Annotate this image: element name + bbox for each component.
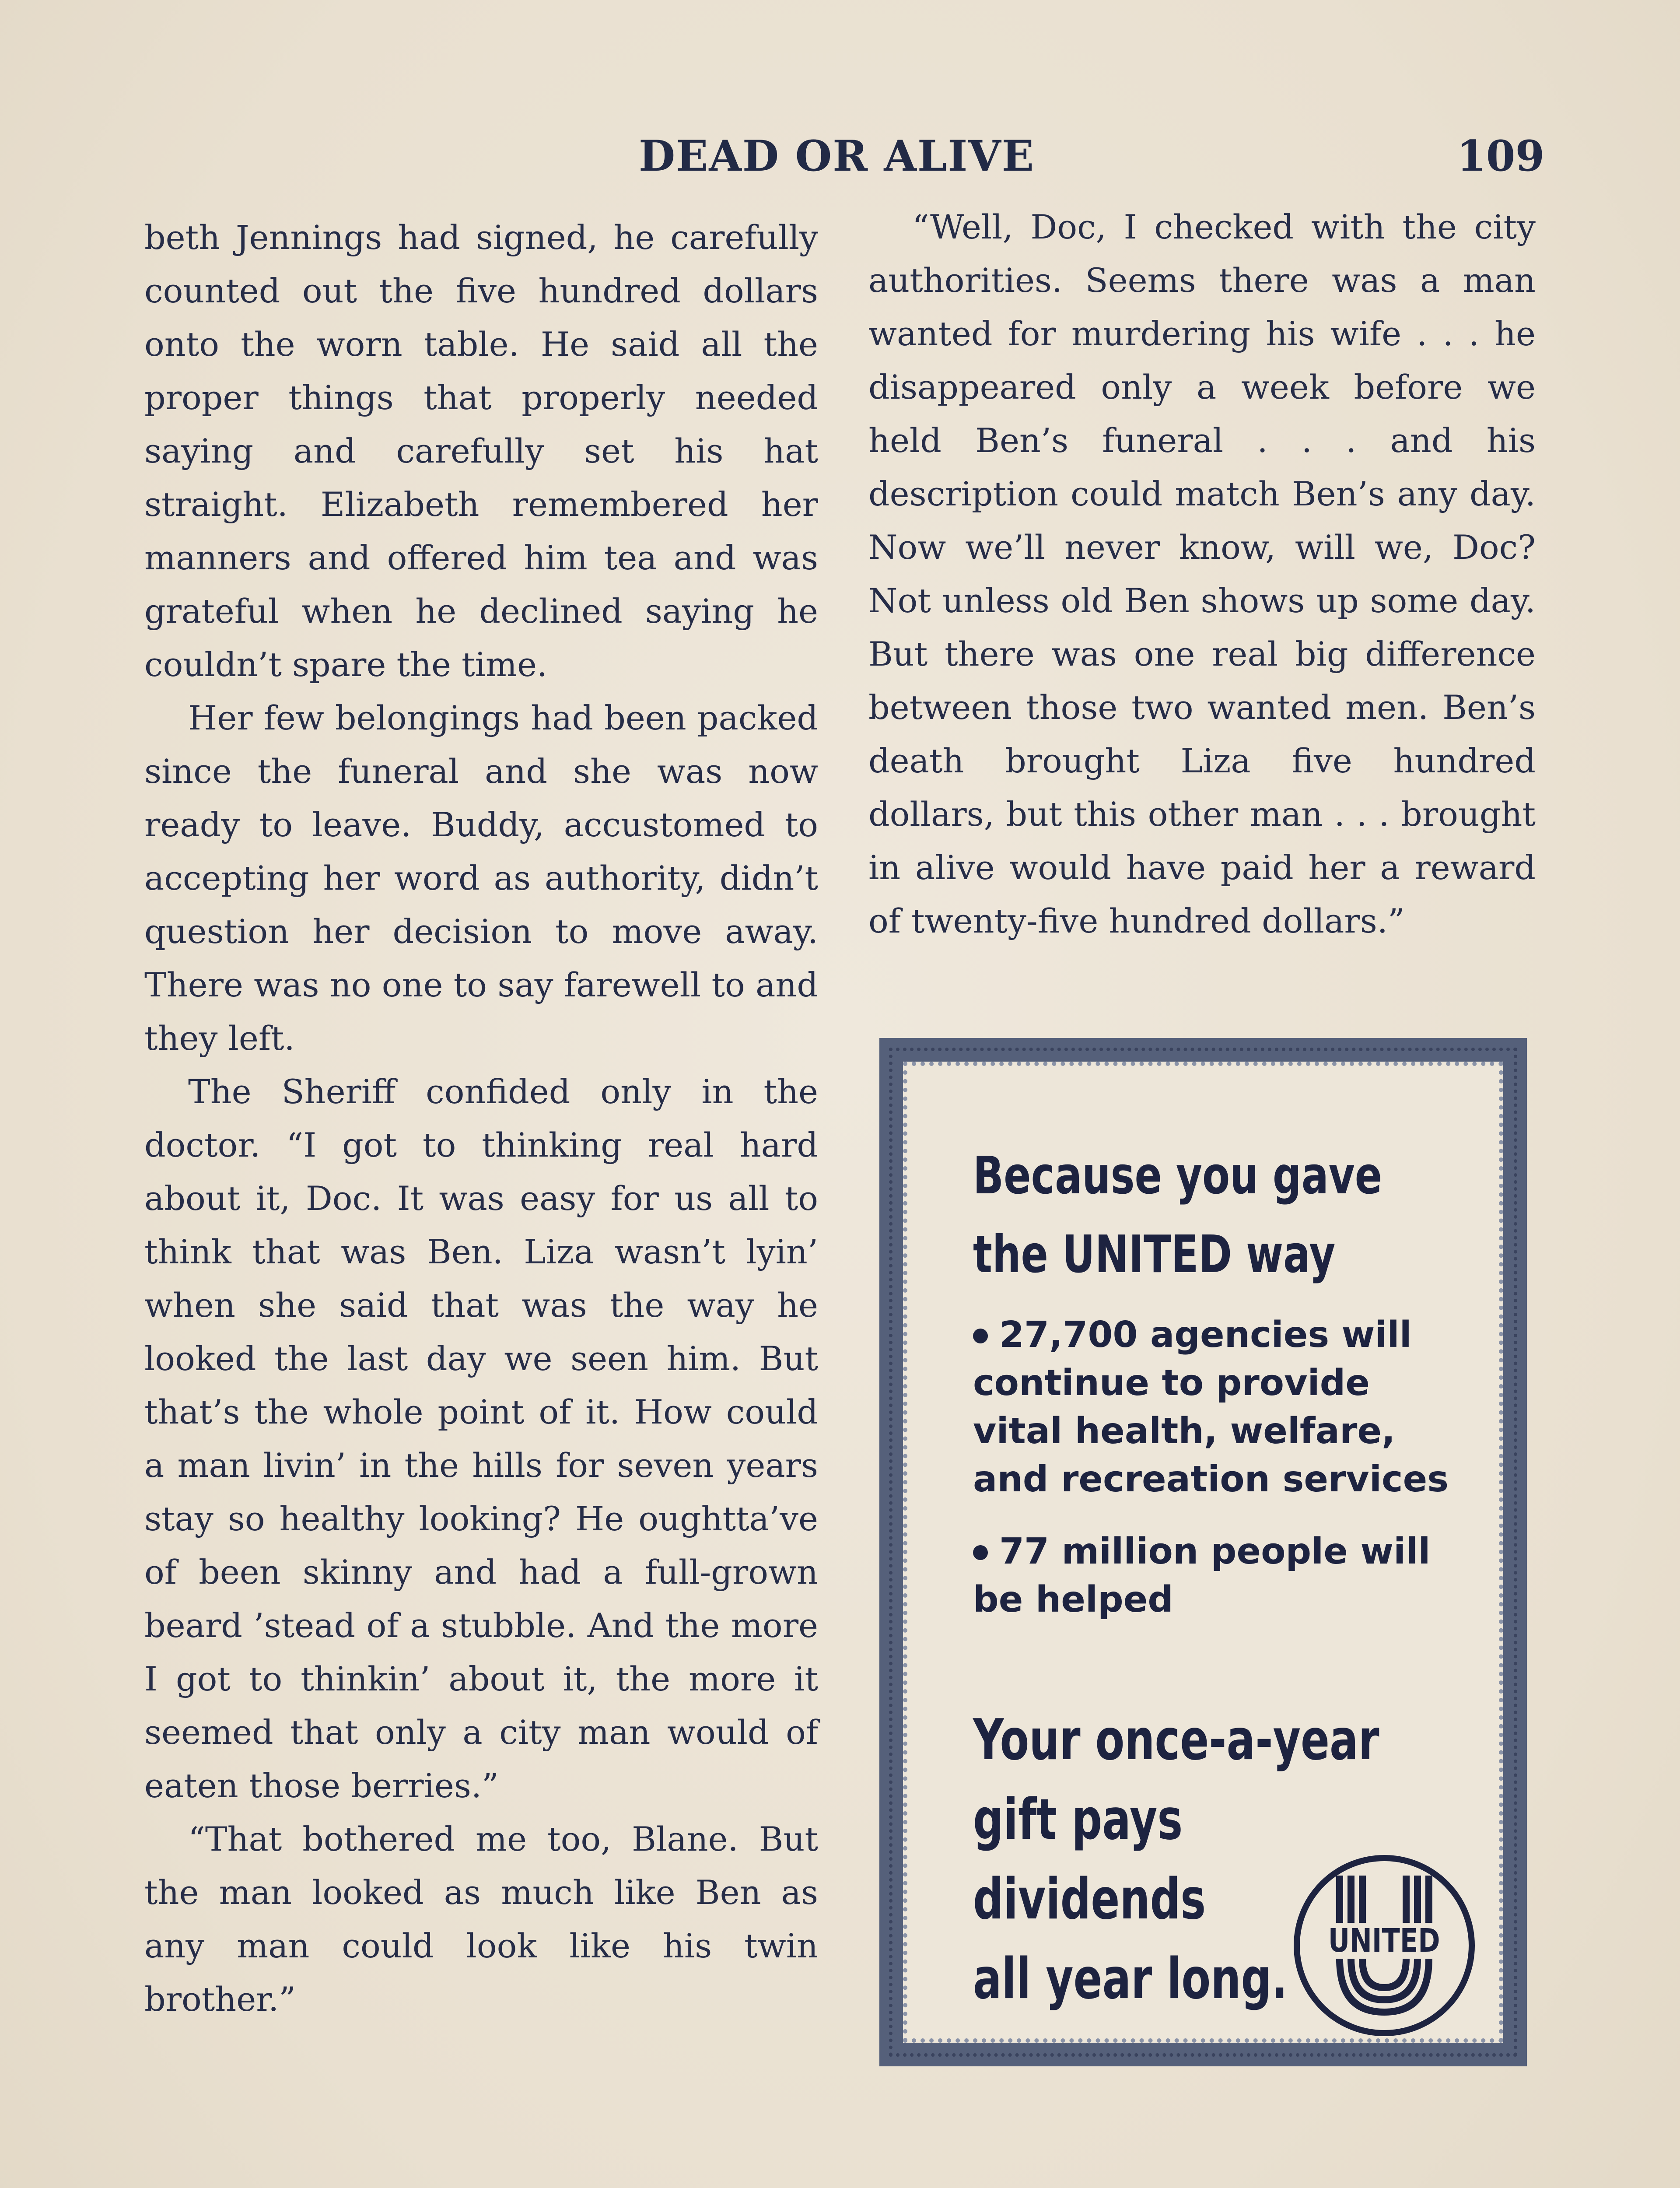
ad-headline-line: Because you gave [973,1145,1382,1206]
ad-bullet-text: 27,700 agencies will continue to provide vital health, welfare, and recreation services [973,1314,1449,1500]
ad-slogan-line: Your once-a-year [973,1708,1379,1773]
paragraph: beth Jennings had signed, he carefully counted out the five hundred dollars onto the worn table. He said all the proper things that properly needed saying and carefully set his hat straight. Elizabeth remembered her manners and offered him tea and was grateful when he declined saying he couldn’t spare the time. [144,218,818,684]
united-way-advertisement [879,1038,1527,2066]
ad-slogan-line: gift pays dividends [973,1787,1206,1932]
ad-headline-line: the UNITED way [973,1224,1336,1284]
united-logo-text: UNITED [1328,1922,1440,1960]
paragraph: Her few belongings had been packed since the funeral and she was now ready to leave. Buddy, accustomed to accepting her word as authority, didn’t question her decision to move away. There was no one to say farewell to and they left. [144,698,818,1058]
bullet-dot-icon [973,1329,988,1343]
left-text-column [144,211,818,2026]
paragraph: The Sheriff confided only in the doctor. “I got to thinking real hard about it, Doc. It was easy for us all to think that was Ben. Liza wasn’t lyin’ when she said that was the way he looked the last day we seen him. But that’s the whole point of it. How could a man livin’ in the hills for seven years stay so healthy looking? He oughtta’ve of been skinny and had a full-grown beard ’stead of a stubble. And the more I got to thinkin’ about it, the more it seemed that only a city man would of eaten those berries.” [144,1072,818,1805]
ad-bullet-list [973,1311,1454,1648]
paragraph: “Well, Doc, I checked with the city authorities. Seems there was a man wanted for murdering his wife . . . he disappeared only a week before we held Ben’s funeral . . . and his description could match Ben’s any day. Now we’ll never know, will we, Doc? Not unless old Ben shows up some day. But there was one real big difference between those two wanted men. Ben’s death brought Liza five hundred dollars, but this other man . . . brought in alive would have paid her a reward of twenty-five hundred dollars.” [868,207,1536,940]
ad-bullet-item [973,1311,1454,1504]
paragraph: “That bothered me too, Blane. But the man looked as much like Ben as any man could look like his twin brother.” [144,1820,818,2019]
ad-bullet-item [973,1528,1454,1624]
ad-headline [973,1136,1417,1294]
ad-slogan-line: all year long. [973,1946,1288,2012]
ad-bullet-text: 77 million people will be helped [973,1531,1431,1620]
running-header-title: DEAD OR ALIVE [639,131,1035,181]
right-text-column [868,200,1536,948]
united-logo-icon [1288,1849,1480,2042]
bullet-dot-icon [973,1545,988,1560]
page-number: 109 [1457,131,1545,181]
